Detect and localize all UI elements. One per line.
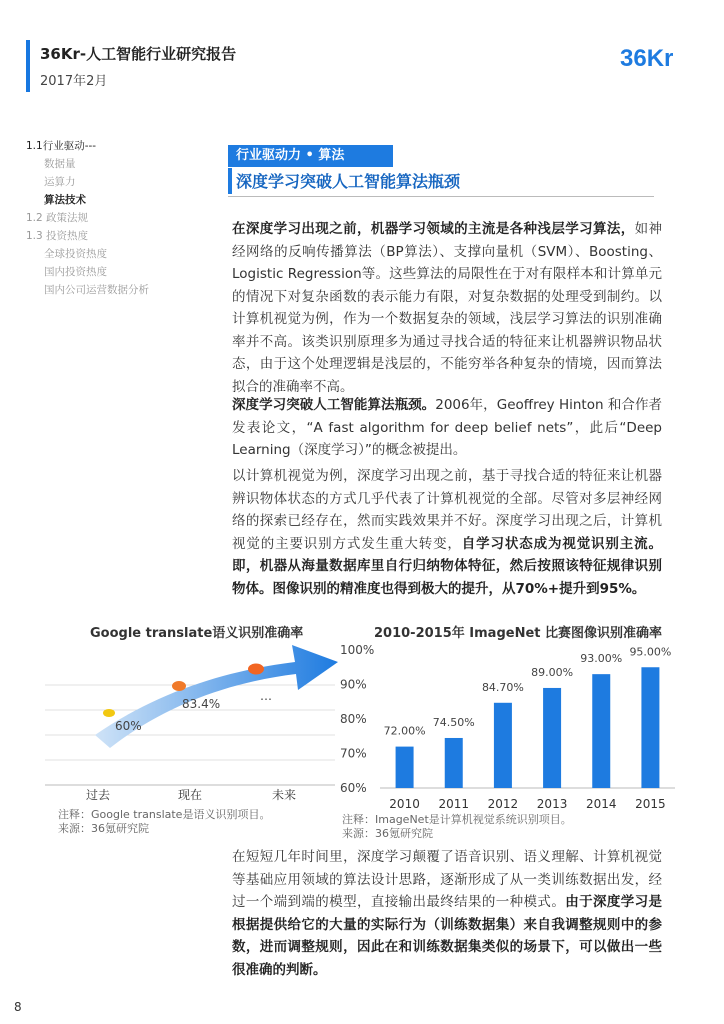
x-tick-label-2013: 2013 (536, 797, 568, 811)
y-tick-label: 100% (340, 643, 375, 657)
toc-item[interactable]: 国内投资热度 (44, 266, 107, 278)
paragraph-1-body: 如神经网络的反响传播算法（BP算法）、支撑向量机（SVM）、Boosting、Logistic Regression等。这些算法的局限性在于对有限样本和计算单元的情况下对复杂函数的表示能力有限，对复杂数据的处理受到制约。以计算机视觉为例，作为一个数据复杂的领域，浅层学习算法的识别准确率并不高。该类识别原理多为通过寻找合适的特征来让机器辨识物品状态，由于这个处理逻辑是浅层的，不能穷举各种复杂的情境，因而算法拟合的准确率不高。 (232, 221, 663, 395)
x-tick-label-2010: 2010 (389, 797, 420, 811)
point-label-present: 83.4% (182, 697, 221, 711)
toc-item[interactable]: 运算力 (44, 176, 76, 188)
x-label-future: 未来 (271, 788, 297, 802)
point-marker-past (103, 709, 115, 717)
right-chart-title: 2010-2015年 ImageNet 比赛图像识别准确率 (374, 626, 662, 641)
paragraph-4-emphasis: 由于深度学习是根据提供给它的大量的实际行为（训练数据集）来自我调整规则中的参数，进而调整规则，因此在和训练数据集类似的场景下，可以做出一些很准确的判断。 (232, 894, 663, 978)
value-label-2014: 93.00% (580, 652, 623, 666)
value-label-2013: 89.00% (531, 665, 574, 679)
x-label-present: 现在 (177, 788, 203, 802)
point-label-future: … (260, 689, 272, 703)
paragraph-3-body: 以计算机视觉为例，深度学习出现之前，基于寻找合适的特征来让机器辨识物体状态的方式几乎代表了计算机视觉的全部。尽管对多层神经网络的探索已经存在，然而实践效果并不好。深度学习出现之后，计算机视觉的主要识别方式发生重大转变， (232, 468, 662, 552)
headline-underline (228, 196, 654, 197)
y-tick-label: 60% (340, 781, 367, 795)
toc-item[interactable]: 算法技术 (44, 194, 86, 206)
y-tick-label: 80% (340, 712, 367, 726)
toc-item[interactable]: 1.1行业驱动--- (26, 140, 97, 152)
value-label-2015: 95.00% (629, 645, 672, 659)
logo-text: 36Kr (620, 45, 674, 72)
bar-2010 (396, 747, 414, 788)
y-tick-label: 70% (340, 746, 367, 761)
toc-item[interactable]: 1.2 政策法规 (26, 212, 89, 224)
point-marker-future (248, 664, 264, 675)
toc-item[interactable]: 1.3 投资热度 (26, 230, 89, 242)
value-label-2011: 74.50% (432, 715, 475, 729)
bar-2015 (641, 667, 659, 788)
section-headline: 深度学习突破人工智能算法瓶颈 (236, 172, 461, 191)
bar-2012 (494, 703, 512, 788)
translate-accuracy-chart (40, 640, 340, 805)
toc-item[interactable]: 数据量 (44, 158, 76, 170)
headline-accent (228, 168, 232, 194)
point-label-past: 60% (115, 719, 142, 733)
header-accent-bar (26, 40, 30, 92)
left-chart-title: Google translate语义识别准确率 (90, 626, 304, 641)
paragraph-2 (232, 394, 662, 462)
paragraph-4 (232, 846, 662, 981)
imagenet-accuracy-chart (335, 640, 680, 815)
x-tick-label-2014: 2014 (585, 797, 617, 811)
page-number: 8 (14, 1000, 22, 1014)
section-badge: 行业驱动力 • 算法 (228, 145, 393, 167)
report-title: 36Kr-人工智能行业研究报告 (40, 45, 237, 63)
right-chart-note: 注释：ImageNet是计算机视觉系统识别项目。 (342, 813, 572, 826)
36kr-logo (620, 40, 700, 84)
paragraph-3-emphasis: 自学习状态成为视觉识别主流。即，机器从海量数据库里自行归纳物体特征，然后按照该特征规律识别物体。图像识别的精准度也得到极大的提升，从70%+提升到95%。 (232, 535, 663, 597)
x-tick-label-2012: 2012 (487, 797, 519, 811)
paragraph-2-body: 2006年，Geoffrey Hinton 和合作者发表论文，“A fast algorithm for deep belief nets”，此后“Deep Learning（深度学习）”的概念被提出。 (232, 397, 663, 458)
paragraph-1 (232, 218, 662, 398)
paragraph-4-body: 在短短几年时间里，深度学习颠覆了语音识别、语义理解、计算机视觉等基础应用领域的算法设计思路，逐渐形成了从一类训练数据出发，经过一个端到端的模型，直接输出最终结果的一种模式。 (232, 849, 662, 910)
x-tick-label-2011: 2011 (438, 797, 470, 811)
x-tick-label-2015: 2015 (635, 797, 666, 811)
toc-item[interactable]: 全球投资热度 (44, 248, 107, 260)
x-label-past: 过去 (85, 788, 111, 802)
bar-2014 (592, 674, 610, 788)
toc-item[interactable]: 国内公司运营数据分析 (44, 284, 149, 296)
paragraph-2-lead: 深度学习突破人工智能算法瓶颈。 (232, 397, 436, 413)
report-date: 2017年2月 (40, 74, 108, 89)
left-chart-note: 注释：Google translate是语义识别项目。 (58, 808, 271, 821)
paragraph-3 (232, 465, 662, 600)
table-of-contents (26, 137, 149, 299)
left-chart-source: 来源：36氪研究院 (58, 822, 149, 835)
value-label-2010: 72.00% (383, 724, 426, 738)
paragraph-1-lead: 在深度学习出现之前，机器学习领域的主流是各种浅层学习算法， (232, 221, 635, 237)
right-chart-source: 来源：36氪研究院 (342, 827, 433, 840)
value-label-2012: 84.70% (481, 680, 524, 694)
bar-2013 (543, 688, 561, 788)
y-tick-label: 90% (340, 677, 367, 692)
point-marker-present (172, 681, 186, 691)
bar-2011 (445, 738, 463, 788)
